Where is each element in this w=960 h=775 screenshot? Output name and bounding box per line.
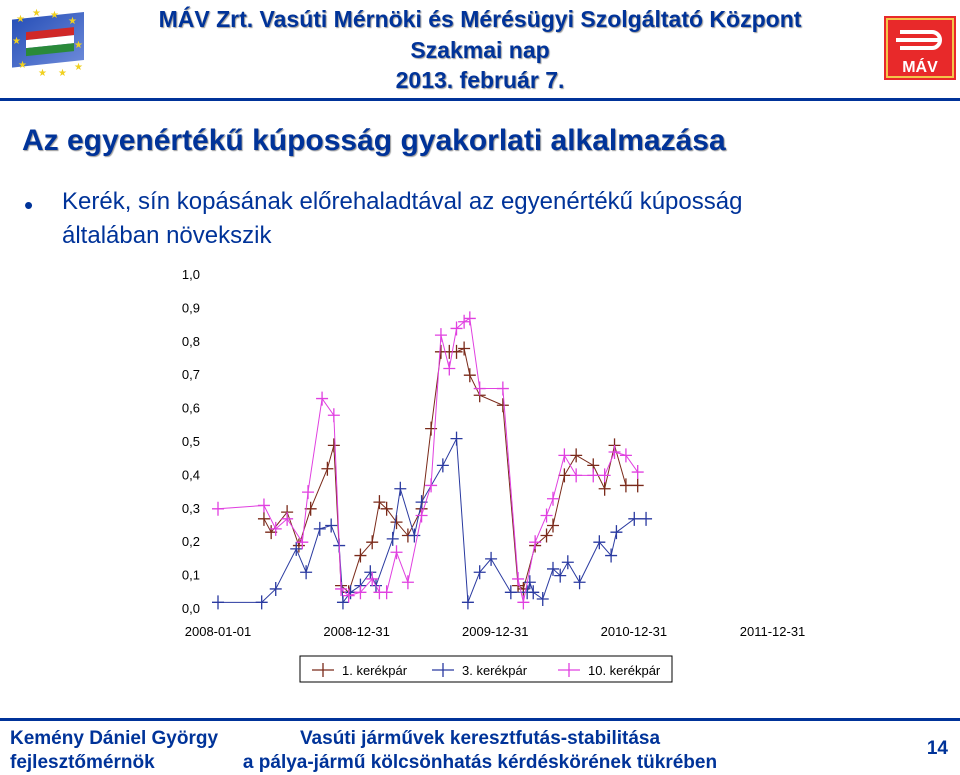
y-tick-label: 0,3 bbox=[181, 500, 200, 516]
data-point bbox=[328, 438, 340, 452]
data-point bbox=[524, 575, 536, 589]
data-point bbox=[300, 565, 312, 579]
x-tick-label: 2008-12-31 bbox=[323, 624, 390, 639]
data-point bbox=[464, 368, 476, 382]
data-point bbox=[529, 535, 541, 549]
data-point bbox=[425, 478, 437, 492]
y-tick-label: 0,9 bbox=[181, 300, 200, 316]
series-line bbox=[264, 348, 638, 592]
y-tick-label: 0,1 bbox=[181, 567, 200, 583]
data-point bbox=[270, 582, 282, 596]
bullet-text-line1: Kerék, sín kopásának előrehaladtával az egyenértékű kúposság bbox=[62, 188, 743, 215]
y-tick-label: 1,0 bbox=[181, 267, 200, 282]
data-point bbox=[458, 315, 470, 329]
data-point bbox=[464, 311, 476, 325]
bullet-text-line2: általában növekszik bbox=[62, 222, 272, 249]
data-point bbox=[402, 575, 414, 589]
page-number: 14 bbox=[926, 738, 948, 759]
svg-text:★: ★ bbox=[50, 10, 59, 21]
header-org-title: MÁV Zrt. Vasúti Mérnöki és Mérésügyi Szolgáltató Központ bbox=[158, 6, 802, 32]
x-tick-label: 2010-12-31 bbox=[600, 624, 668, 639]
data-point bbox=[435, 328, 447, 342]
footer-author: Kemény Dániel György bbox=[10, 728, 219, 749]
data-point bbox=[290, 542, 302, 556]
svg-text:★: ★ bbox=[58, 68, 67, 79]
x-axis-ticks bbox=[185, 624, 806, 639]
x-tick-label: 2011-12-31 bbox=[739, 624, 806, 639]
data-point bbox=[474, 382, 486, 396]
header-event: Szakmai nap bbox=[410, 37, 550, 63]
legend-label: 10. kerékpár bbox=[588, 663, 661, 678]
y-tick-label: 0,6 bbox=[181, 400, 200, 416]
data-point bbox=[497, 398, 509, 412]
data-point bbox=[443, 362, 455, 376]
data-point bbox=[570, 468, 582, 482]
data-point bbox=[381, 585, 393, 599]
data-point bbox=[462, 595, 474, 609]
y-tick-label: 0,2 bbox=[181, 534, 200, 550]
footer-divider bbox=[0, 718, 960, 721]
data-point bbox=[610, 525, 622, 539]
data-point bbox=[554, 569, 566, 583]
svg-text:★: ★ bbox=[74, 40, 83, 51]
data-point bbox=[505, 585, 517, 599]
data-point bbox=[316, 392, 328, 406]
conicity-chart bbox=[0, 260, 960, 690]
data-point bbox=[296, 535, 308, 549]
data-point bbox=[387, 532, 399, 546]
y-tick-label: 0,5 bbox=[181, 434, 200, 449]
data-point bbox=[321, 462, 333, 476]
data-point bbox=[328, 408, 340, 422]
data-point bbox=[373, 495, 385, 509]
x-tick-label: 2009-12-31 bbox=[462, 624, 529, 639]
series-line bbox=[218, 318, 638, 602]
data-point bbox=[497, 382, 509, 396]
data-point bbox=[314, 522, 326, 536]
data-point bbox=[541, 508, 553, 522]
svg-text:★: ★ bbox=[38, 68, 47, 79]
svg-text:★: ★ bbox=[32, 8, 41, 19]
y-tick-label: 0,8 bbox=[181, 333, 200, 349]
y-axis-ticks bbox=[182, 267, 200, 616]
data-point bbox=[574, 575, 586, 589]
y-tick-label: 0,7 bbox=[181, 367, 200, 383]
data-point bbox=[541, 529, 553, 543]
data-point bbox=[547, 519, 559, 533]
data-point bbox=[212, 502, 224, 516]
series-line bbox=[218, 439, 646, 603]
data-point bbox=[325, 519, 337, 533]
chart-legend bbox=[300, 656, 672, 682]
slide-title: Az egyenértékű kúposság gyakorlati alkalmazása bbox=[22, 124, 726, 157]
mav-logo bbox=[884, 16, 956, 80]
data-point bbox=[620, 478, 632, 492]
data-point bbox=[391, 545, 403, 559]
data-point bbox=[562, 555, 574, 569]
y-tick-label: 0,4 bbox=[181, 467, 200, 483]
data-point bbox=[458, 341, 470, 355]
footer-topic: Vasúti járművek keresztfutás-stabilitása bbox=[299, 728, 661, 749]
data-point bbox=[632, 465, 644, 479]
x-tick-label: 2008-01-01 bbox=[184, 624, 252, 639]
data-point bbox=[258, 498, 270, 512]
footer-role: fejlesztőmérnök bbox=[10, 752, 155, 773]
data-point bbox=[256, 595, 268, 609]
data-point bbox=[293, 539, 305, 553]
data-point bbox=[394, 482, 406, 496]
data-point bbox=[628, 512, 640, 526]
data-point bbox=[558, 448, 570, 462]
svg-text:★: ★ bbox=[12, 36, 21, 47]
data-point bbox=[537, 592, 549, 606]
data-point bbox=[609, 445, 621, 459]
y-tick-label: 0,0 bbox=[181, 601, 200, 616]
header-date: 2013. február 7. bbox=[395, 67, 565, 93]
data-point bbox=[599, 482, 611, 496]
data-point bbox=[587, 468, 599, 482]
svg-text:★: ★ bbox=[18, 60, 27, 71]
data-point bbox=[640, 512, 652, 526]
data-point bbox=[547, 562, 559, 576]
data-point bbox=[547, 492, 559, 506]
svg-text:★: ★ bbox=[16, 14, 25, 25]
bullet-icon: • bbox=[24, 190, 34, 220]
data-point bbox=[512, 572, 524, 586]
data-point bbox=[335, 582, 347, 596]
data-point bbox=[302, 485, 314, 499]
data-point bbox=[212, 595, 224, 609]
data-point bbox=[451, 321, 463, 335]
chart-series bbox=[212, 311, 652, 609]
data-point bbox=[632, 478, 644, 492]
svg-text:★: ★ bbox=[68, 16, 77, 27]
legend-label: 1. kerékpár bbox=[342, 663, 408, 678]
header-divider bbox=[0, 98, 960, 101]
legend-label: 3. kerékpár bbox=[462, 663, 528, 678]
mav-logo-text: MÁV bbox=[902, 59, 938, 76]
data-point bbox=[437, 458, 449, 472]
footer-subtopic: a pálya-jármű kölcsönhatás kérdéskörének tükrében bbox=[242, 752, 718, 773]
svg-text:★: ★ bbox=[74, 62, 83, 73]
data-point bbox=[527, 585, 539, 599]
data-point bbox=[451, 432, 463, 446]
data-point bbox=[570, 448, 582, 462]
data-point bbox=[620, 448, 632, 462]
